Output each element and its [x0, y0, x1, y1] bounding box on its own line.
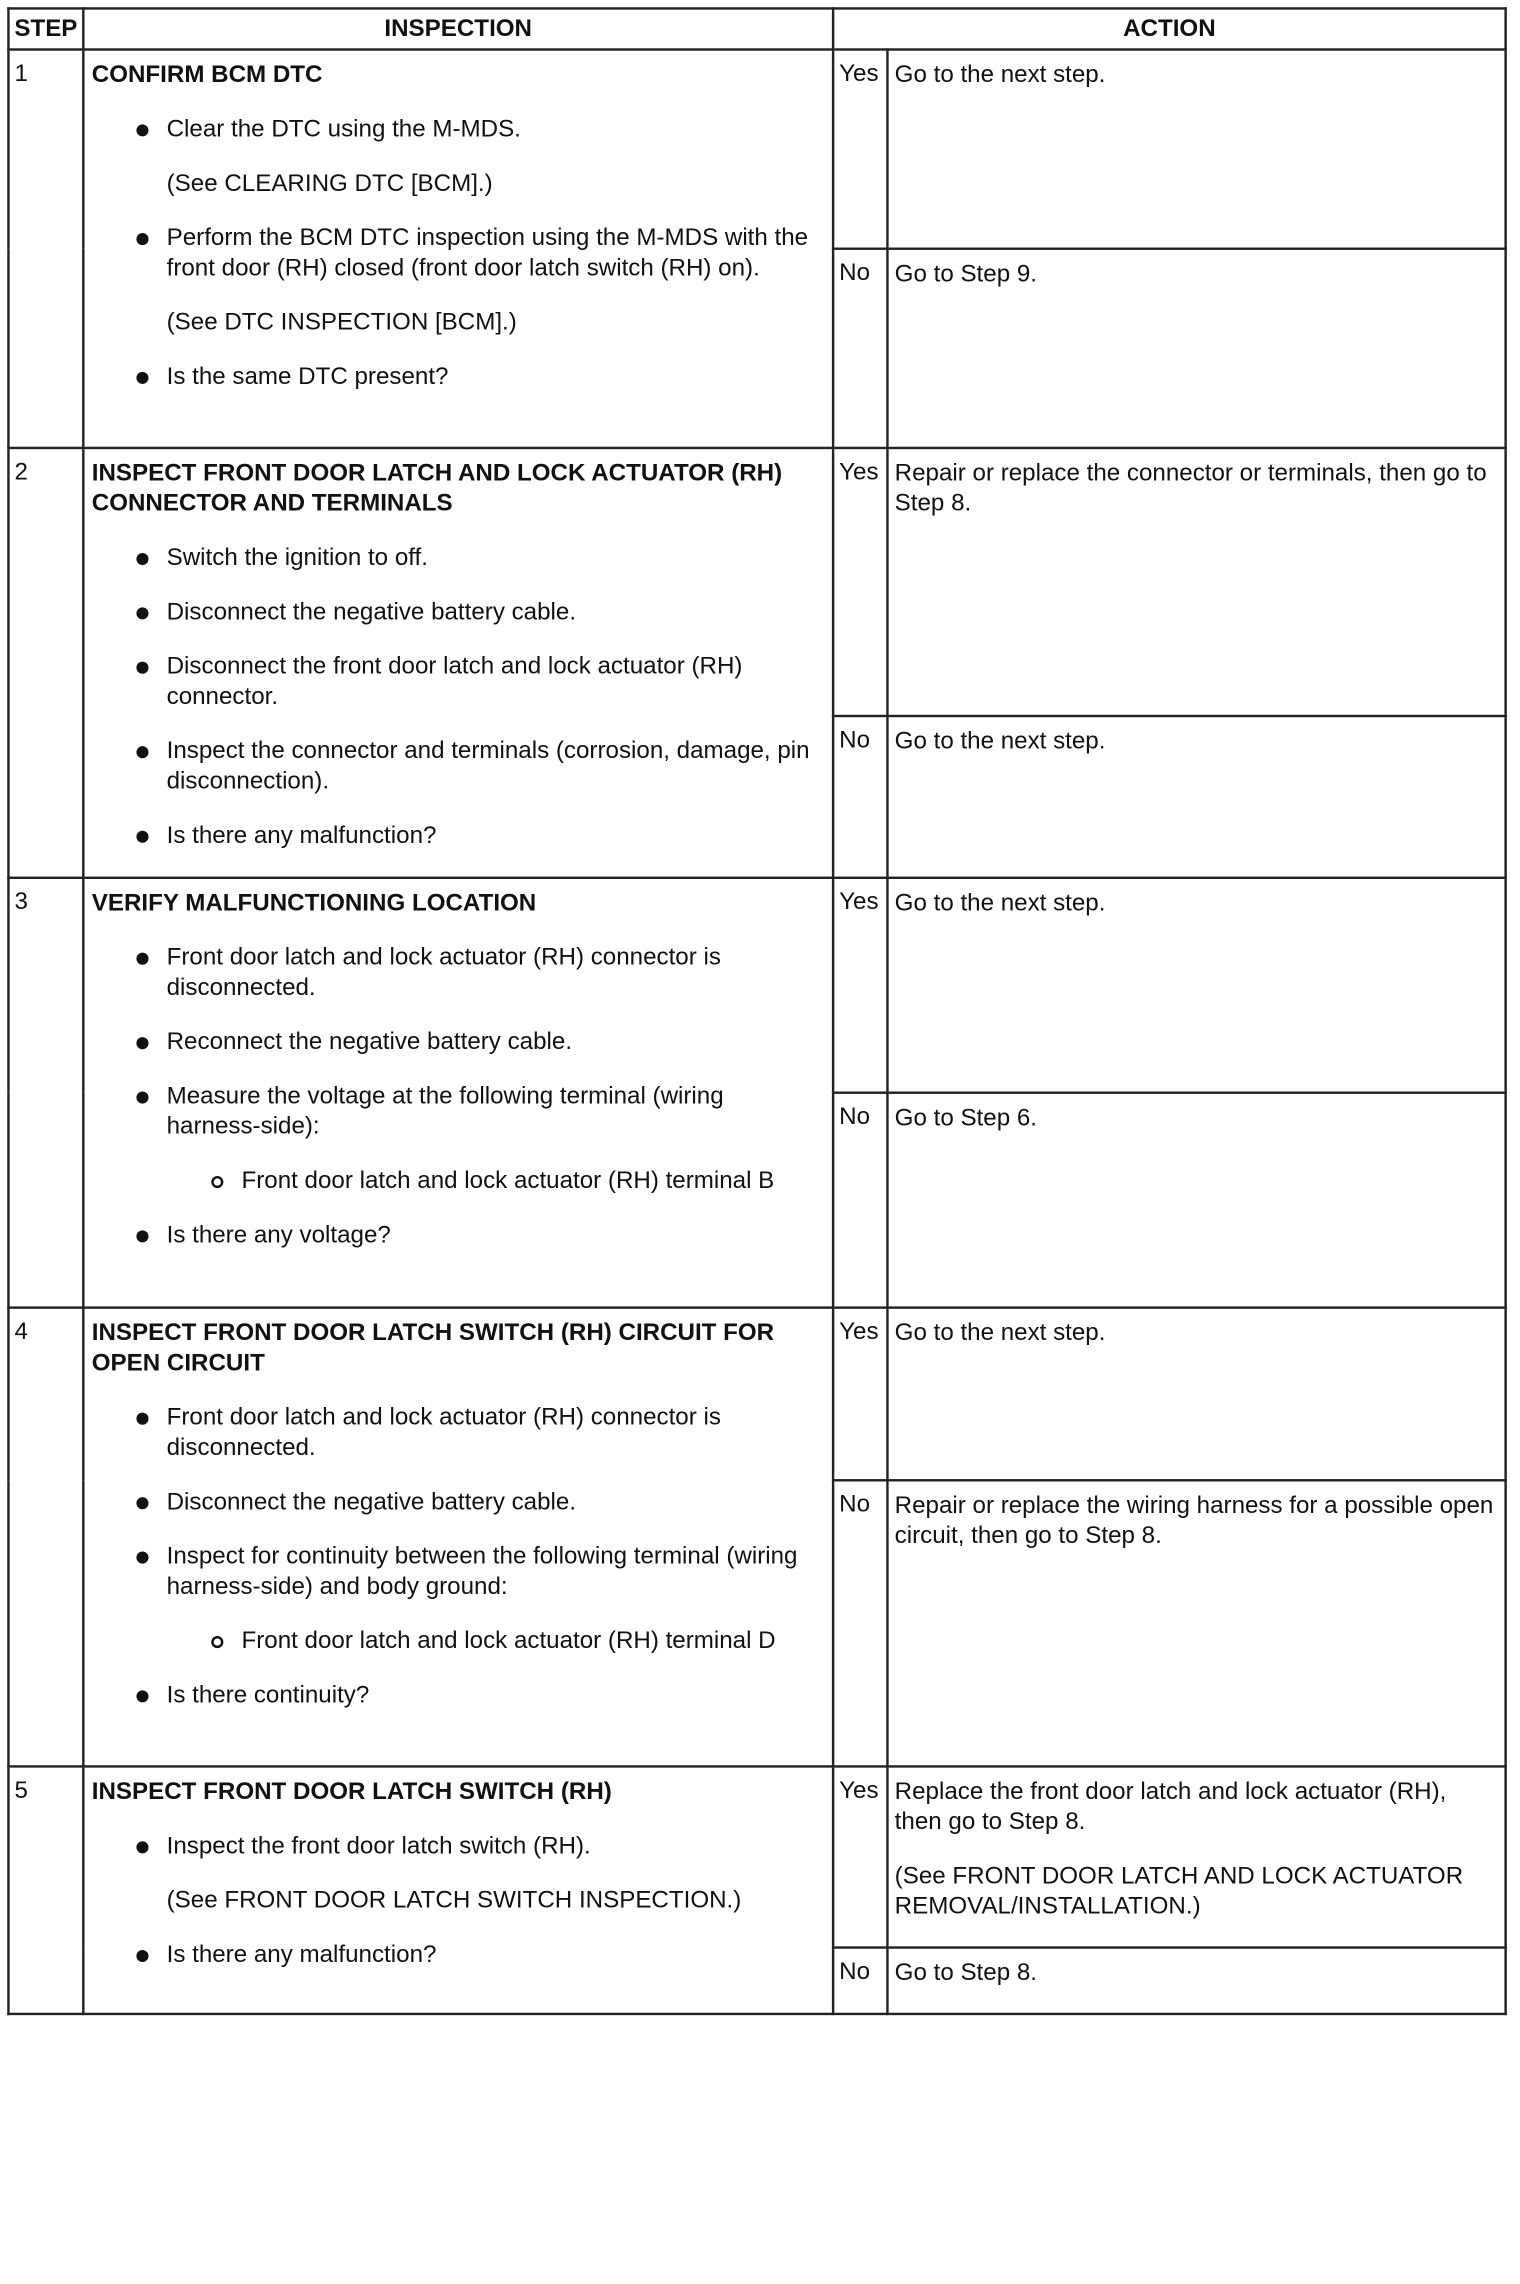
no-action-text: Go to Step 6. [894, 1104, 1037, 1132]
no-action-text: Go to Step 8. [894, 1959, 1037, 1987]
bullet-item: Measure the voltage at the following terminal (wiring harness-side): [92, 1082, 822, 1142]
inspection-cell [83, 448, 833, 878]
bullet-item: Front door latch and lock actuator (RH) connector is disconnected. [92, 1403, 822, 1463]
yes-label: Yes [833, 50, 887, 249]
bullet-item: Is there any voltage? [92, 1221, 822, 1251]
diagnostic-table [7, 7, 1507, 2015]
bullet-item: Clear the DTC using the M-MDS. [92, 115, 822, 145]
no-action-cell [887, 1948, 1505, 2014]
no-action-text: Go to the next step. [894, 728, 1106, 755]
yes-action-text: Replace the front door latch and lock actuator (RH), then go to Step 8. [894, 1778, 1447, 1836]
yes-action-cell [887, 1308, 1505, 1481]
yes-label: Yes [833, 1766, 887, 1947]
sub-bullet-item: Front door latch and lock actuator (RH) terminal D [92, 1626, 822, 1656]
step-number: 5 [8, 1766, 83, 2014]
bullet-item: Is there any malfunction? [92, 821, 822, 851]
bullet-item: Inspect the front door latch switch (RH). [92, 1832, 822, 1862]
bullet-item: Perform the BCM DTC inspection using the M-MDS with the front door (RH) closed (front door latch switch (RH) on). [92, 223, 822, 283]
reference-note: (See FRONT DOOR LATCH SWITCH INSPECTION.) [166, 1887, 742, 1914]
bullet-item: Inspect the connector and terminals (corrosion, damage, pin disconnection). [92, 737, 822, 797]
no-action-text: Go to Step 9. [894, 260, 1037, 288]
bullet-item: Disconnect the negative battery cable. [92, 598, 822, 628]
step-row [8, 1308, 1505, 1481]
reference-note: (See CLEARING DTC [BCM].) [166, 170, 493, 197]
yes-action-cell [887, 448, 1505, 716]
step-title: VERIFY MALFUNCTIONING LOCATION [91, 889, 537, 917]
yes-action-cell [887, 1766, 1505, 1947]
step-number: 2 [8, 448, 83, 878]
header-row [8, 8, 1505, 49]
inspection-cell [83, 878, 833, 1308]
yes-label: Yes [833, 448, 887, 716]
no-action-cell [887, 1480, 1505, 1766]
bullet-item: Switch the ignition to off. [92, 543, 822, 573]
step-row [8, 50, 1505, 249]
step-number: 4 [8, 1308, 83, 1767]
no-label: No [833, 1093, 887, 1308]
inspection-cell [83, 1308, 833, 1767]
inspection-cell [83, 1766, 833, 2014]
bullet-item: Reconnect the negative battery cable. [92, 1027, 822, 1057]
bullet-item: Disconnect the front door latch and lock actuator (RH) connector. [92, 652, 822, 712]
no-action-cell [887, 249, 1505, 448]
header-inspection: INSPECTION [83, 8, 833, 49]
header-step: STEP [8, 8, 83, 49]
reference-note: (See DTC INSPECTION [BCM].) [166, 309, 517, 336]
yes-action-text: Go to the next step. [894, 61, 1106, 89]
bullet-item: Is there continuity? [92, 1681, 822, 1711]
no-action-text: Repair or replace the wiring harness for a possible open circuit, then go to Step 8. [894, 1492, 1494, 1550]
step-title: CONFIRM BCM DTC [91, 61, 323, 89]
bullet-item: Is the same DTC present? [92, 362, 822, 392]
bullet-item: Inspect for continuity between the following terminal (wiring harness-side) and body ground: [92, 1542, 822, 1602]
yes-action-cell [887, 50, 1505, 249]
yes-label: Yes [833, 1308, 887, 1481]
no-action-cell [887, 1093, 1505, 1308]
step-number: 1 [8, 50, 83, 448]
no-label: No [833, 1480, 887, 1766]
yes-label: Yes [833, 878, 887, 1093]
bullet-item: Is there any malfunction? [92, 1940, 822, 1970]
step-row [8, 448, 1505, 716]
yes-action-text: Repair or replace the connector or terminals, then go to Step 8. [894, 460, 1487, 517]
yes-action-cell [887, 878, 1505, 1093]
header-action: ACTION [833, 8, 1506, 49]
bullet-item: Front door latch and lock actuator (RH) connector is disconnected. [92, 943, 822, 1003]
step-number: 3 [8, 878, 83, 1308]
no-action-cell [887, 716, 1505, 878]
yes-action-text: (See FRONT DOOR LATCH AND LOCK ACTUATOR REMOVAL/INSTALLATION.) [894, 1863, 1464, 1920]
step-title: INSPECT FRONT DOOR LATCH SWITCH (RH) [91, 1778, 612, 1806]
inspection-cell [83, 50, 833, 448]
step-row [8, 1766, 1505, 1947]
no-label: No [833, 249, 887, 448]
step-title: INSPECT FRONT DOOR LATCH AND LOCK ACTUATOR (RH) CONNECTOR AND TERMINALS [91, 460, 783, 517]
bullet-item: Disconnect the negative battery cable. [92, 1488, 822, 1518]
yes-action-text: Go to the next step. [894, 889, 1106, 917]
step-title: INSPECT FRONT DOOR LATCH SWITCH (RH) CIRCUIT FOR OPEN CIRCUIT [91, 1319, 775, 1377]
no-label: No [833, 1948, 887, 2014]
yes-action-text: Go to the next step. [894, 1319, 1106, 1347]
sub-bullet-item: Front door latch and lock actuator (RH) terminal B [92, 1166, 822, 1196]
step-row [8, 878, 1505, 1093]
no-label: No [833, 716, 887, 878]
